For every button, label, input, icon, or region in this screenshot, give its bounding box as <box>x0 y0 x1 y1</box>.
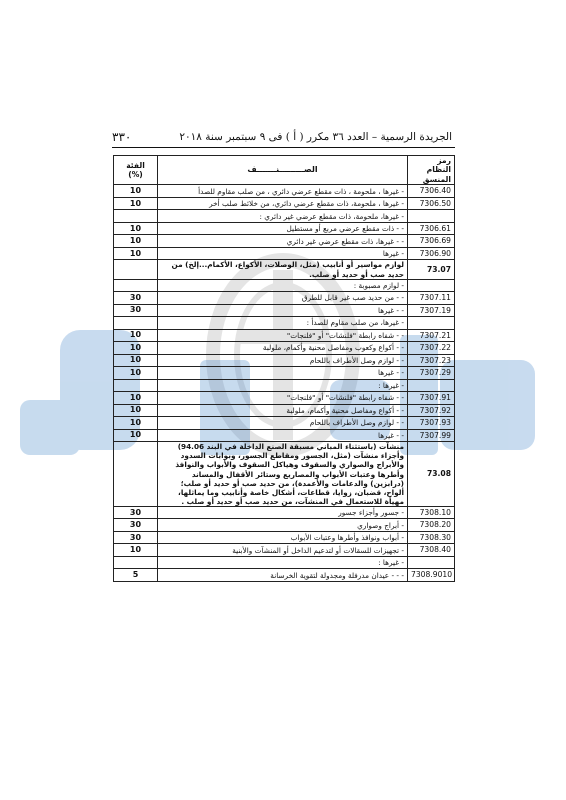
rate-cell <box>114 556 158 569</box>
description-cell: - - من حديد صب غير قابل للطرق <box>158 292 408 305</box>
rate-cell: 10 <box>114 185 158 198</box>
table-row <box>114 392 455 405</box>
page-number: ٣٣٠ <box>112 130 132 144</box>
table-row <box>114 342 455 355</box>
description-cell: - - غيرها <box>158 429 408 442</box>
code-cell <box>408 279 455 292</box>
rate-cell <box>114 317 158 330</box>
description-cell: - - أكواع ومفاصل محنية وأكمام، ملولبة <box>158 404 408 417</box>
code-cell <box>408 556 455 569</box>
description-cell: - - غيرها، ذات مقطع عرضي غير دائري <box>158 235 408 248</box>
description-cell: - غيرها <box>158 247 408 260</box>
code-cell: 7307.29 <box>408 367 455 380</box>
code-cell <box>408 379 455 392</box>
rate-cell <box>114 379 158 392</box>
table-row <box>114 292 455 305</box>
rate-cell: 10 <box>114 392 158 405</box>
code-cell: 7306.40 <box>408 185 455 198</box>
table-row <box>114 367 455 380</box>
rate-cell: 10 <box>114 247 158 260</box>
code-cell: 7307.93 <box>408 417 455 430</box>
description-cell: - - غيرها <box>158 367 408 380</box>
code-cell: 7306.50 <box>408 197 455 210</box>
rate-column-header <box>114 156 158 185</box>
rate-cell: 5 <box>114 569 158 582</box>
table-row <box>114 531 455 544</box>
rate-cell: 10 <box>114 222 158 235</box>
description-cell: - جسور وأجزاء جسور <box>158 506 408 519</box>
description-cell: - غيرها ، ملحومة ، ذات مقطع عرضي دائري ، من صلب مقاوم للصدأ <box>158 185 408 198</box>
table-row <box>114 429 455 442</box>
table-row <box>114 404 455 417</box>
rate-cell: 30 <box>114 292 158 305</box>
code-cell: 7307.21 <box>408 329 455 342</box>
description-cell: - - شفاه رابطة "فلنشات" أو "فلنجات" <box>158 329 408 342</box>
rate-cell: 10 <box>114 429 158 442</box>
table-row <box>114 544 455 557</box>
code-cell: 7307.91 <box>408 392 455 405</box>
rate-cell: 10 <box>114 367 158 380</box>
table-row <box>114 506 455 519</box>
code-cell: 7307.11 <box>408 292 455 305</box>
code-cell <box>408 317 455 330</box>
description-cell: - - ذات مقطع عرضي مربع أو مستطيل <box>158 222 408 235</box>
table-row <box>114 222 455 235</box>
code-cell: 7307.23 <box>408 354 455 367</box>
description-cell: - - - عيدان مدرفلة ومجدولة لتقوية الخرسانة <box>158 569 408 582</box>
rate-cell <box>114 260 158 279</box>
table-row <box>114 417 455 430</box>
page-title: الجريدة الرسمية – العدد ٣٦ مكرر ( أ ) فى ٩ سبتمبر سنة ٢٠١٨ <box>179 131 452 143</box>
table-row <box>114 569 455 582</box>
table-row <box>114 354 455 367</box>
code-cell: 7306.69 <box>408 235 455 248</box>
code-cell: 7308.10 <box>408 506 455 519</box>
table-row <box>114 185 455 198</box>
code-cell: 7308.9010 <box>408 569 455 582</box>
rate-cell: 10 <box>114 404 158 417</box>
code-cell: 7307.92 <box>408 404 455 417</box>
code-cell: 7307.22 <box>408 342 455 355</box>
code-cell: 7308.20 <box>408 519 455 532</box>
code-cell: 73.07 <box>408 260 455 279</box>
description-cell: - - غيرها <box>158 304 408 317</box>
table-header-row <box>114 156 455 185</box>
table-row <box>114 260 455 279</box>
table-row <box>114 379 455 392</box>
rate-cell: 30 <box>114 506 158 519</box>
table-row <box>114 197 455 210</box>
rate-cell <box>114 442 158 507</box>
description-column-header: الصـــــــــنـــــــف <box>158 156 408 185</box>
code-cell: 7306.90 <box>408 247 455 260</box>
code-column-header: رمز النظام المنسق <box>408 156 455 185</box>
page-header <box>112 129 452 145</box>
rate-cell: 30 <box>114 531 158 544</box>
rate-cell <box>114 279 158 292</box>
code-cell: 7306.61 <box>408 222 455 235</box>
description-cell: - غيرها ، ملحومة، ذات مقطع عرضي دائري، من خلائط صلب أخر <box>158 197 408 210</box>
table-row <box>114 279 455 292</box>
description-cell: - - لوازم وصل الأطراف باللحام <box>158 354 408 367</box>
table-row <box>114 304 455 317</box>
rate-header-unit: (%) <box>128 170 143 180</box>
description-cell: - لوازم مصبوبة : <box>158 279 408 292</box>
tariff-table <box>113 155 455 582</box>
rate-cell: 30 <box>114 304 158 317</box>
table-row <box>114 247 455 260</box>
rate-cell: 10 <box>114 197 158 210</box>
rate-cell: 10 <box>114 417 158 430</box>
rate-header-label: الفئة <box>126 160 145 170</box>
rate-cell: 10 <box>114 544 158 557</box>
rate-cell: 10 <box>114 235 158 248</box>
description-cell: - أبراج وصواري <box>158 519 408 532</box>
table-row <box>114 519 455 532</box>
table-row <box>114 317 455 330</box>
description-cell: - - أكواع وكعوب ومفاصل محنية وأكمام، ملولبة <box>158 342 408 355</box>
rate-cell <box>114 210 158 223</box>
description-cell: - تجهيزات للسقالات أو لتدعيم الداخل أو المنشآت والأبنية <box>158 544 408 557</box>
code-cell <box>408 210 455 223</box>
header-rule <box>112 147 455 148</box>
rate-cell: 10 <box>114 342 158 355</box>
description-cell: لوازم مواسير أو أنابيب (مثل، الوصلات، الأكواع، الأكمام...إلخ) من حديد صب أو حديد أو صلب. <box>158 260 408 279</box>
code-cell: 7308.40 <box>408 544 455 557</box>
description-cell: - غيرها : <box>158 556 408 569</box>
description-cell: - غيرها، من صلب مقاوم للصدأ : <box>158 317 408 330</box>
description-cell: - غيرها، ملحومة، ذات مقطع عرضي غير دائري : <box>158 210 408 223</box>
table-row <box>114 329 455 342</box>
rate-cell: 30 <box>114 519 158 532</box>
table-row <box>114 442 455 507</box>
description-cell: - أبواب ونوافذ وأطرها وعتبات الأبواب <box>158 531 408 544</box>
code-cell: 73.08 <box>408 442 455 507</box>
description-cell: - غيرها : <box>158 379 408 392</box>
code-cell: 7307.99 <box>408 429 455 442</box>
table-row <box>114 556 455 569</box>
description-cell: - - شفاه رابطة "فلنشات" أو "فلنجات" <box>158 392 408 405</box>
description-cell: - - لوازم وصل الأطراف باللحام <box>158 417 408 430</box>
table-row <box>114 235 455 248</box>
description-cell: منشآت (باستثناء المباني مسبقة الصنع الداخلة في البند 94.06) وأجزاء منشآت (مثل، الجسور ومقاطع الجسور، وبوابات السدود والأبراج والصواري والسقوف وهياكل السقوف والأبواب والنوافذ وأطرها وعتبات الأبواب والمصاريع وستائر الأقفال والمساند (درابزين) والدعامات والأعمدة)، من حديد صب أو حديد أو صلب؛ ألواح، قضبان، زوايا، قطاعات، أشكال خاصة وأنابيب وما يماثلها، مهيأة للاستعمال في المنشآت، من حديد صب أو حديد أو صلب . <box>158 442 408 507</box>
rate-cell: 10 <box>114 354 158 367</box>
table-row <box>114 210 455 223</box>
code-cell: 7307.19 <box>408 304 455 317</box>
rate-cell: 10 <box>114 329 158 342</box>
code-cell: 7308.30 <box>408 531 455 544</box>
